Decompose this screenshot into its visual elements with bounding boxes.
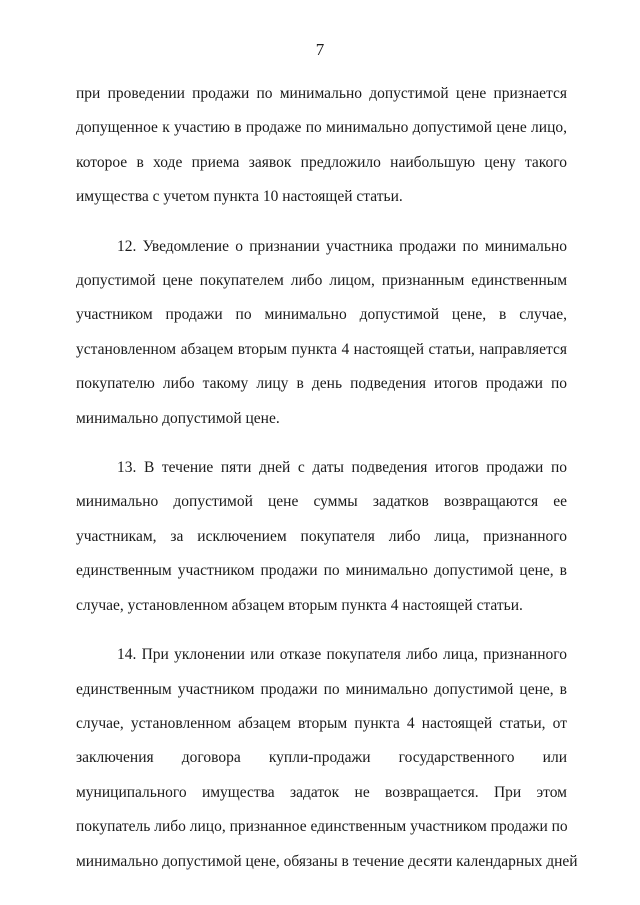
text-line: единственным участником продажи по минимально допустимой цене, в [76,562,567,580]
text-line: заключения договора купли-продажи государственного или [76,749,567,767]
page-number: 7 [315,40,325,59]
text-line: случае, установленном абзацем вторым пункта 4 настоящей статьи, от [76,714,567,732]
text-line: установленном абзацем вторым пункта 4 настоящей статьи, направляется [76,340,567,358]
paragraph-14 [76,638,578,879]
text-line: 12. Уведомление о признании участника продажи по минимально [117,237,567,255]
text-line: участником продажи по минимально допустимой цене, в случае, [76,306,567,324]
document-body [76,77,578,894]
text-line: допущенное к участию в продаже по минимально допустимой цене лицо, [76,119,567,137]
text-line: единственным участником продажи по минимально допустимой цене, в [76,680,567,698]
text-line: допустимой цене покупателем либо лицом, признанным единственным [76,272,567,290]
paragraph-12 [76,230,567,436]
text-line: муниципального имущества задаток не возвращается. При этом [76,783,567,801]
text-line: случае, установленном абзацем вторым пункта 4 настоящей статьи. [76,596,523,614]
text-line: имущества с учетом пункта 10 настоящей статьи. [76,188,403,206]
text-line: 14. При уклонении или отказе покупателя либо лица, признанного [117,646,567,664]
text-line: 13. В течение пяти дней с даты подведения итогов продажи по [117,459,567,477]
text-line: покупателю либо такому лицу в день подведения итогов продажи по [76,375,567,393]
text-line: которое в ходе приема заявок предложило наибольшую цену такого [76,153,567,171]
paragraph-13 [76,451,567,623]
text-line: минимально допустимой цене, обязаны в течение десяти календарных дней [76,852,578,870]
paragraph-continuation [76,77,567,215]
text-line: минимально допустимой цене. [76,409,280,427]
text-line: при проведении продажи по минимально допустимой цене признается [76,85,567,102]
text-line: покупатель либо лицо, признанное единственным участником продажи по [76,818,568,836]
text-line: участникам, за исключением покупателя либо лица, признанного [76,527,567,545]
text-line: минимально допустимой цене суммы задатков возвращаются ее [76,493,567,511]
